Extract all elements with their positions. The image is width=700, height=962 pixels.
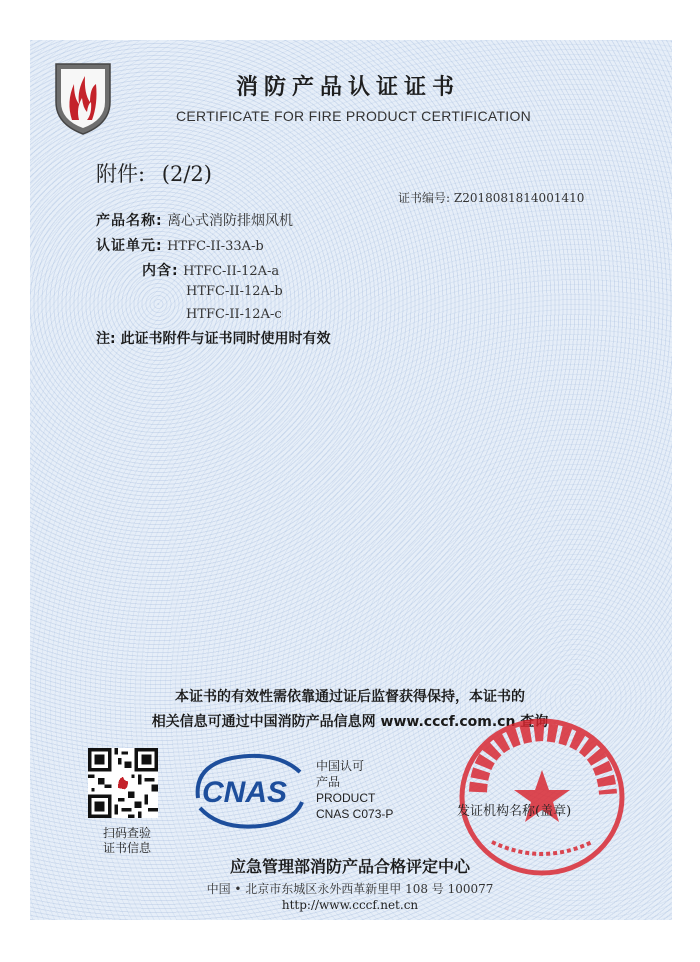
- contains-item-2-row: [186, 283, 283, 299]
- contains-item-1: HTFC-II-12A-a: [183, 264, 280, 279]
- issuing-center-website[interactable]: http://www.cccf.net.cn: [281, 898, 419, 912]
- cnas-accreditation: [316, 758, 393, 822]
- validity-line-1: 本证书的有效性需依靠通过证后监督获得保持，本证书的: [175, 689, 525, 705]
- cnas-logo: [190, 752, 308, 830]
- certificate-number: [398, 189, 584, 206]
- cnas-line-1: 中国认可: [316, 759, 365, 773]
- certificate-title-en: CERTIFICATE FOR FIRE PRODUCT CERTIFICATION: [176, 108, 532, 124]
- product-name-value: 离心式消防排烟风机: [167, 213, 294, 229]
- certificate-number-value: Z2018081814001410: [453, 191, 585, 205]
- issuer-signature-label: 发证机构名称(盖章): [457, 804, 572, 819]
- cnas-line-4: CNAS C073-P: [316, 807, 394, 821]
- unit-row: [96, 235, 264, 255]
- issuing-center-address: 中国 • 北京市东城区永外西革新里甲 108 号 100077: [206, 882, 494, 896]
- validity-line-2: 相关信息可通过中国消防产品信息网 www.cccf.com.cn 查询: [151, 714, 549, 730]
- unit-value: HTFC-II-33A-b: [167, 239, 264, 254]
- attachment-page: (2/2): [161, 162, 212, 186]
- contains-item-3: HTFC-II-12A-c: [186, 307, 282, 322]
- certificate-number-label: 证书编号:: [398, 191, 451, 205]
- validity-note: 注: 此证书附件与证书同时使用时有效: [96, 331, 331, 347]
- qr-caption: [96, 826, 158, 856]
- contains-item-2: HTFC-II-12A-b: [186, 284, 283, 299]
- contains-row: [142, 260, 279, 280]
- cnas-line-2: 产品: [316, 775, 341, 789]
- qr-caption-line-2: 证书信息: [102, 841, 151, 855]
- qr-code[interactable]: [88, 748, 158, 818]
- product-name-label: 产品名称:: [96, 213, 163, 229]
- product-name-row: [96, 210, 293, 230]
- attachment-heading: [96, 158, 212, 188]
- fire-shield-logo: [52, 58, 114, 136]
- cnas-logo-text: CNAS: [202, 776, 288, 809]
- certificate-title-cn: 消防产品认证证书: [236, 75, 461, 100]
- contains-label: 内含:: [142, 263, 179, 279]
- issuing-center-name: 应急管理部消防产品合格评定中心: [229, 857, 470, 876]
- attachment-label: 附件:: [96, 162, 146, 186]
- contains-item-3-row: [186, 306, 282, 322]
- cnas-line-3: PRODUCT: [316, 791, 376, 805]
- unit-label: 认证单元:: [96, 238, 163, 254]
- qr-caption-line-1: 扫码查验: [102, 826, 151, 840]
